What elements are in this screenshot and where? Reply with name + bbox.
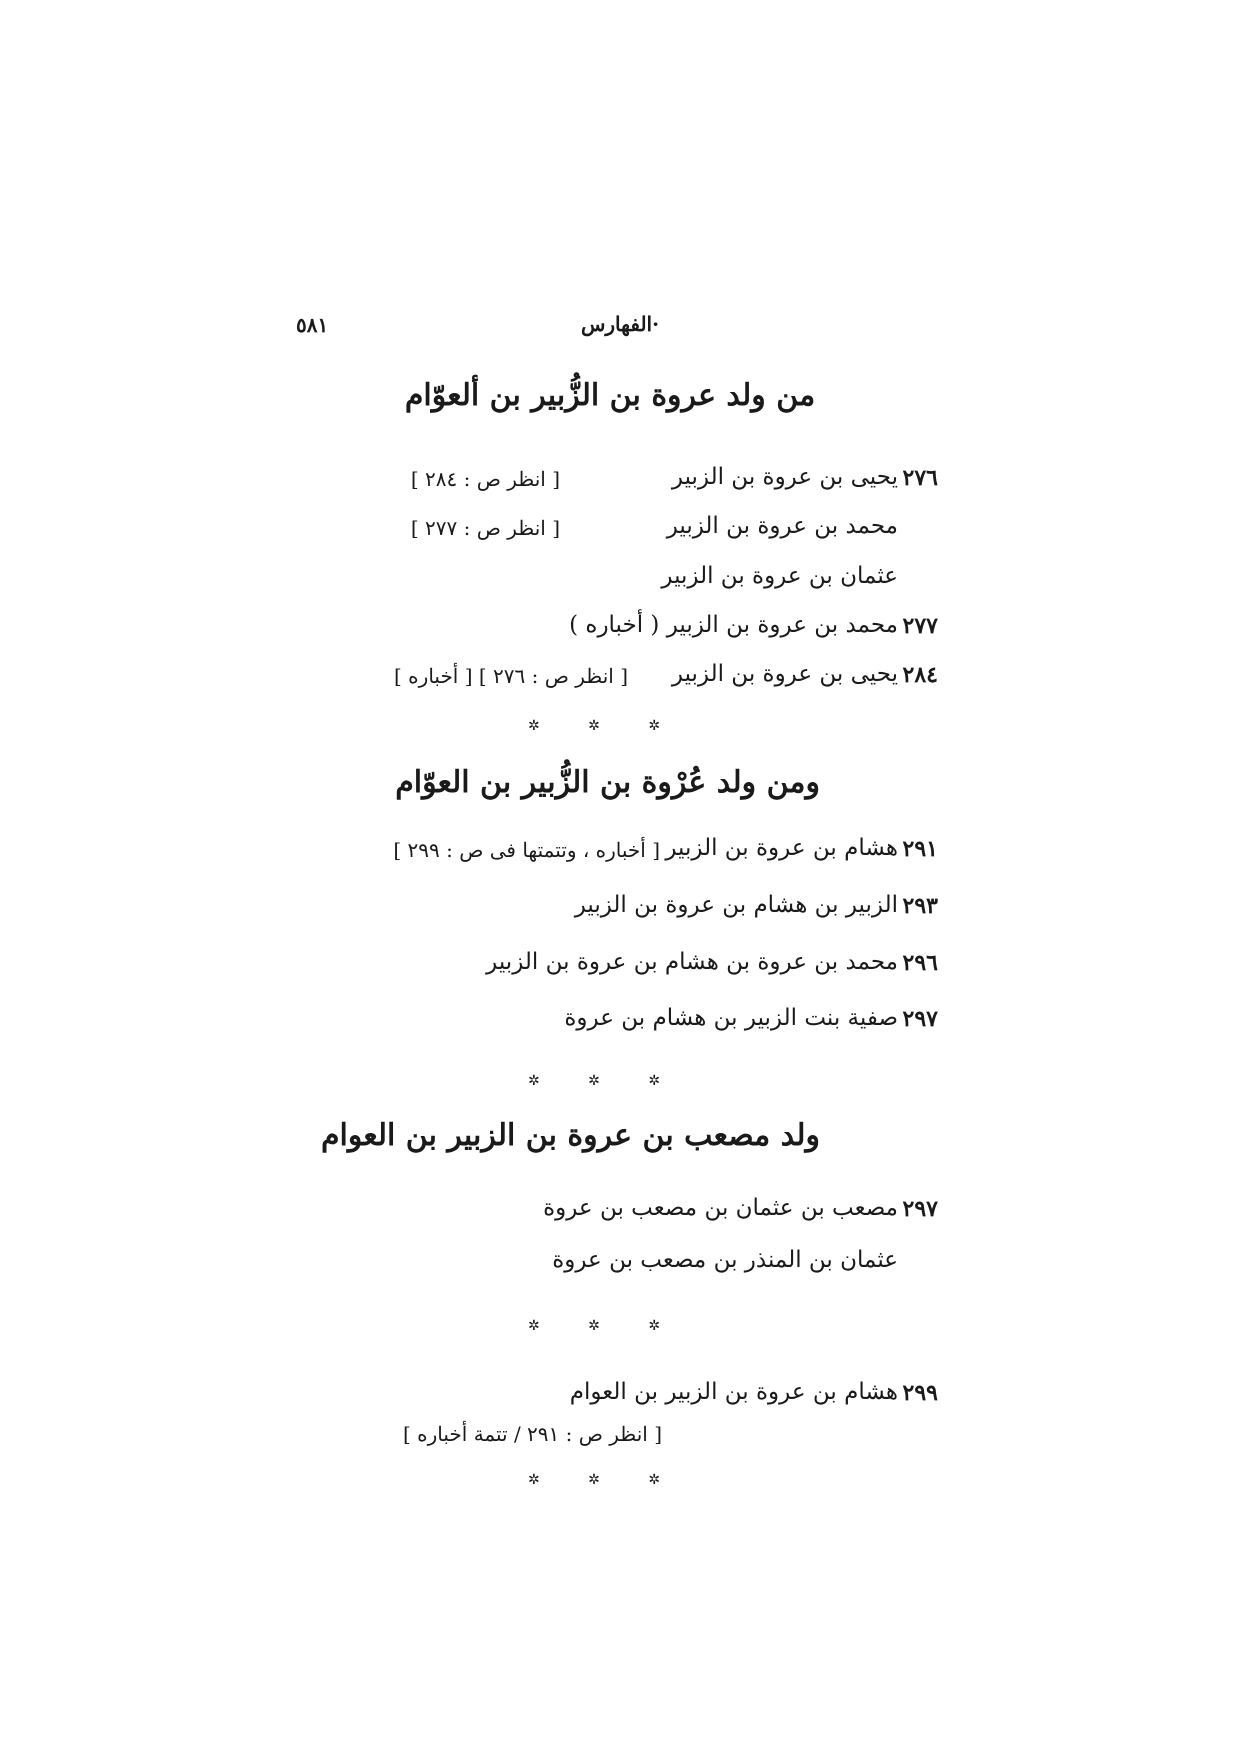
section-separator: ✲ ✲ ✲	[527, 1472, 683, 1488]
entry-number: ٢٧٦	[902, 465, 938, 491]
entry-reference: [ انظر ص : ٢٧٦ ] [ أخباره ]	[394, 664, 628, 688]
entry-number: ٢٩١	[902, 836, 938, 862]
entry-name: مصعب بن عثمان بن مصعب بن عروة	[543, 1195, 898, 1221]
entry-number: ٢٩٦	[902, 950, 938, 976]
entry-name: يحيى بن عروة بن الزبير	[671, 464, 898, 490]
entry-number: ٢٩٩	[902, 1380, 938, 1406]
entry-number: ٢٩٣	[902, 893, 938, 919]
entry-name: محمد بن عروة بن هشام بن عروة بن الزبير	[486, 949, 898, 975]
entry-name: الزبير بن هشام بن عروة بن الزبير	[574, 892, 898, 918]
section-separator: ✲ ✲ ✲	[527, 1318, 683, 1334]
section-separator: ✲ ✲ ✲	[527, 1073, 683, 1089]
page-number: ٥٨١	[296, 313, 329, 337]
entry-number: ٢٧٧	[902, 613, 938, 639]
entry-name: محمد بن عروة بن الزبير ( أخباره )	[569, 612, 898, 638]
entry-name: محمد بن عروة بن الزبير	[666, 513, 898, 539]
entry-name: صفية بنت الزبير بن هشام بن عروة	[564, 1005, 898, 1031]
entry-name: عثمان بن المنذر بن مصعب بن عروة	[552, 1247, 898, 1273]
entry-number: ٢٨٤	[902, 662, 938, 688]
section-heading-1: من ولد عروة بن الزُّبير بن ألعوّام	[404, 378, 816, 413]
section-heading-2: ومن ولد عُرْوة بن الزُّبير بن العوّام	[395, 765, 820, 800]
entry-number: ٢٩٧	[902, 1196, 938, 1222]
entry-name: هشام بن عروة بن الزبير	[665, 835, 898, 861]
entry-name: عثمان بن عروة بن الزبير	[661, 563, 898, 589]
entry-number: ٢٩٧	[902, 1006, 938, 1032]
entry-reference: [ أخباره ، وتتمتها فى ص : ٢٩٩ ]	[393, 838, 660, 862]
entry-reference: [ انظر ص : ٢٨٤ ]	[410, 467, 560, 491]
running-title: ·الفهارس	[580, 312, 660, 336]
entry-reference: [ انظر ص : ٢٩١ / تتمة أخباره ]	[403, 1422, 662, 1446]
entry-reference: [ انظر ص : ٢٧٧ ]	[410, 516, 560, 540]
section-separator: ✲ ✲ ✲	[527, 718, 683, 734]
entry-name: يحيى بن عروة بن الزبير	[671, 661, 898, 687]
section-heading-3: ولد مصعب بن عروة بن الزبير بن العوام	[320, 1118, 820, 1153]
entry-name: هشام بن عروة بن الزبير بن العوام	[569, 1379, 898, 1405]
